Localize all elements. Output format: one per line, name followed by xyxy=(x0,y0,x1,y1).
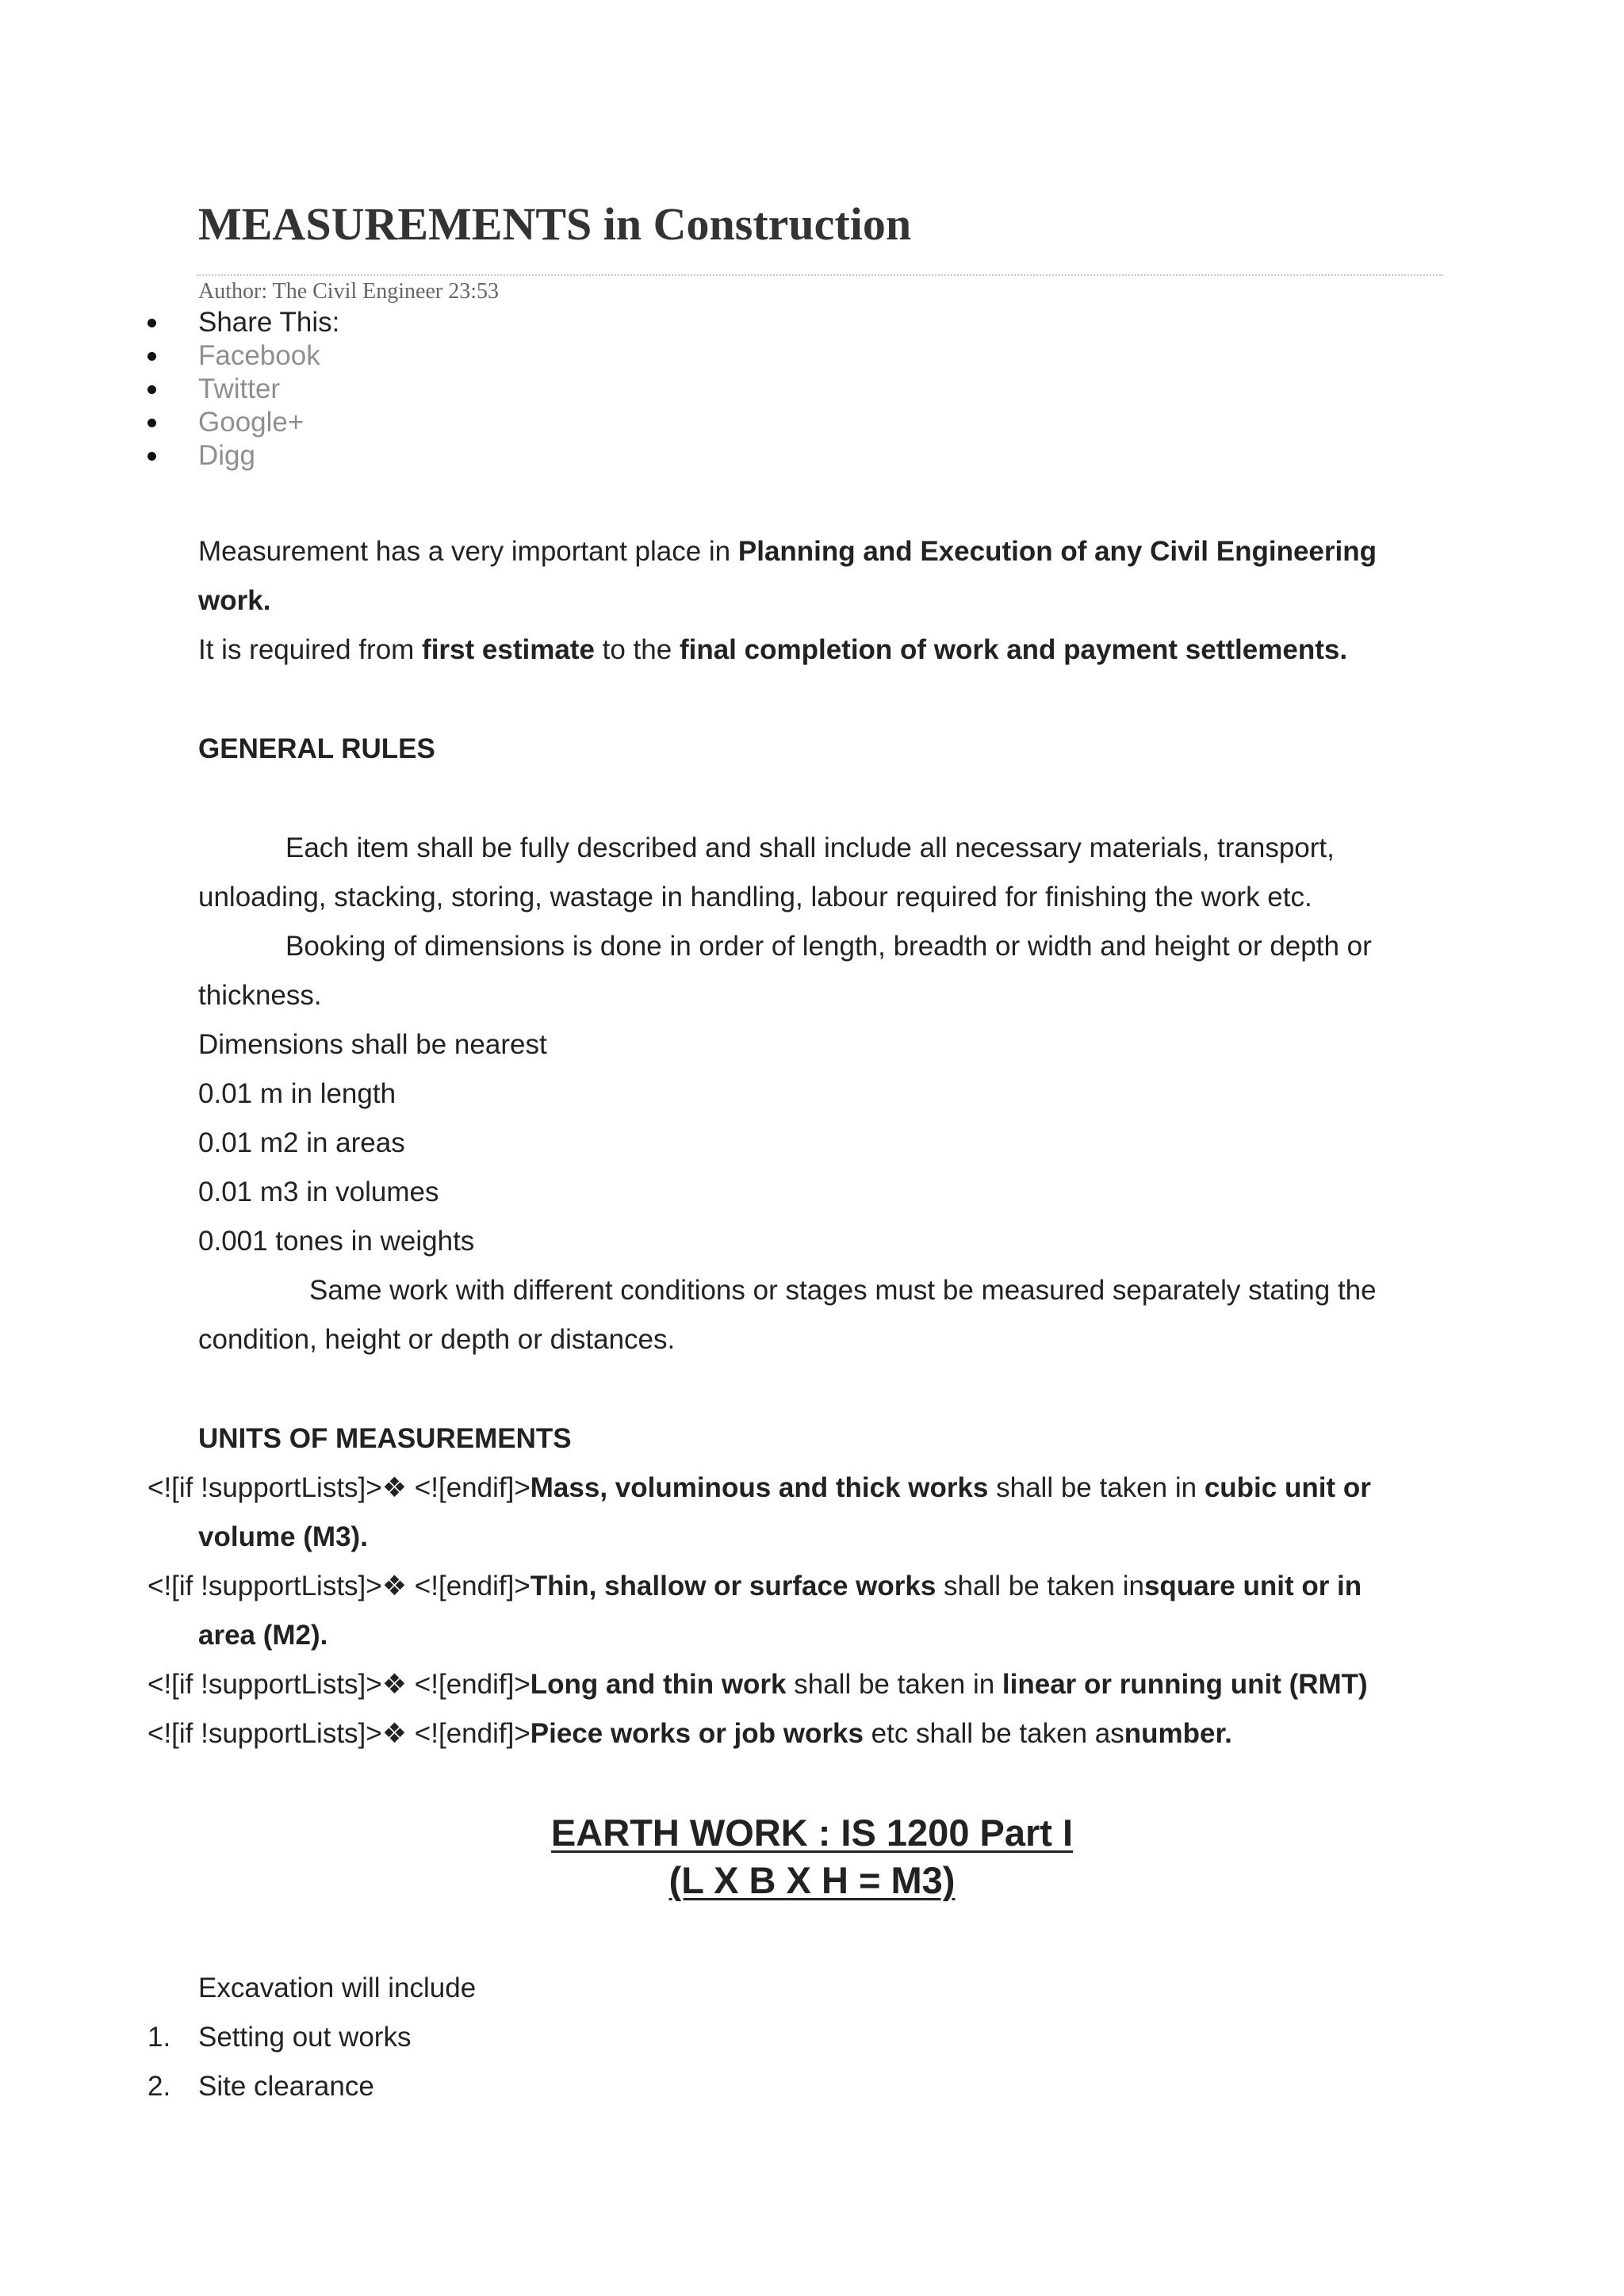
share-link-label[interactable]: Digg xyxy=(198,440,255,471)
intro-text: to the xyxy=(594,634,680,665)
author-line: Author: The Civil Engineer 23:53 xyxy=(198,279,499,304)
rule-text-line: thickness. xyxy=(198,980,322,1011)
section-heading-general-rules: GENERAL RULES xyxy=(198,733,435,764)
unit-rule-bold: linear or running unit (RMT) xyxy=(1002,1669,1368,1700)
list-item-number: 1. xyxy=(147,2022,171,2053)
share-link-label[interactable]: Google+ xyxy=(198,407,304,438)
list-item-number: 2. xyxy=(147,2071,171,2102)
title-divider xyxy=(197,274,1443,276)
intro-paragraph-line xyxy=(198,534,1377,569)
unit-rule-line xyxy=(147,1471,1371,1506)
unit-rule-prefix: <![if !supportLists]>❖ <![endif]> xyxy=(147,1718,530,1749)
unit-rule-bold: cubic unit or xyxy=(1204,1472,1371,1503)
rule-text-line: unloading, stacking, storing, wastage in handling, labour required for finishing the work etc. xyxy=(198,882,1312,913)
intro-paragraph-line xyxy=(198,633,1347,668)
unit-rule-text: shall be taken in xyxy=(936,1571,1144,1601)
unit-rule-text: etc shall be taken as xyxy=(863,1718,1124,1749)
unit-rule-prefix: <![if !supportLists]>❖ <![endif]> xyxy=(147,1669,530,1700)
unit-rule-bold: square unit or in xyxy=(1143,1571,1362,1601)
unit-rule-bold: Mass, voluminous and thick works xyxy=(530,1472,989,1503)
dimension-item: 0.01 m2 in areas xyxy=(198,1127,405,1158)
bullet-icon xyxy=(147,385,156,394)
unit-rule-prefix: <![if !supportLists]>❖ <![endif]> xyxy=(147,1571,530,1601)
dimensions-intro: Dimensions shall be nearest xyxy=(198,1029,547,1060)
unit-rule-line xyxy=(147,1667,1368,1702)
dimension-item: 0.001 tones in weights xyxy=(198,1226,475,1257)
intro-bold-text: final completion of work and payment settlements. xyxy=(679,634,1348,665)
bullet-icon xyxy=(147,452,156,461)
dimension-item: 0.01 m in length xyxy=(198,1078,396,1109)
earth-work-heading: EARTH WORK : IS 1200 Part I xyxy=(550,1812,1074,1854)
dimension-item: 0.01 m3 in volumes xyxy=(198,1177,439,1207)
page-title: MEASUREMENTS in Construction xyxy=(198,198,912,250)
unit-rule-bold: number. xyxy=(1124,1718,1232,1749)
intro-text: Measurement has a very important place in xyxy=(198,536,738,567)
intro-paragraph-line: work. xyxy=(198,585,271,616)
section-heading-units: UNITS OF MEASUREMENTS xyxy=(198,1423,572,1454)
unit-rule-line xyxy=(147,1716,1232,1751)
list-item-text: Site clearance xyxy=(198,2071,374,2102)
rule-text-line: Each item shall be fully described and shall include all necessary materials, transport, xyxy=(285,832,1335,863)
intro-bold-text: Planning and Execution of any Civil Engineering xyxy=(737,536,1377,567)
bullet-icon xyxy=(147,352,156,361)
unit-rule-bold: Piece works or job works xyxy=(530,1718,864,1749)
unit-rule-prefix: <![if !supportLists]>❖ <![endif]> xyxy=(147,1472,530,1503)
intro-text: It is required from xyxy=(198,634,423,665)
bullet-icon xyxy=(147,419,156,427)
unit-rule-continuation: area (M2). xyxy=(198,1620,328,1651)
rule-text-line: Booking of dimensions is done in order of length, breadth or width and height or depth or xyxy=(285,931,1372,962)
unit-rule-text: shall be taken in xyxy=(988,1472,1205,1503)
excavation-intro: Excavation will include xyxy=(198,1973,477,2003)
unit-rule-line xyxy=(147,1569,1362,1604)
earth-work-formula: (L X B X H = M3) xyxy=(668,1859,956,1901)
share-link-label[interactable]: Facebook xyxy=(198,340,320,371)
rule-text-line: condition, height or depth or distances. xyxy=(198,1324,676,1355)
intro-bold-text: first estimate xyxy=(422,634,595,665)
share-link-label[interactable]: Twitter xyxy=(198,373,281,404)
share-heading: Share This: xyxy=(198,307,340,338)
bullet-icon xyxy=(147,319,156,327)
list-item-text: Setting out works xyxy=(198,2022,412,2053)
unit-rule-continuation: volume (M3). xyxy=(198,1521,368,1552)
unit-rule-text: shall be taken in xyxy=(786,1669,1002,1700)
rule-text-line: Same work with different conditions or stages must be measured separately stating the xyxy=(309,1275,1377,1306)
unit-rule-bold: Long and thin work xyxy=(530,1669,787,1700)
unit-rule-bold: Thin, shallow or surface works xyxy=(530,1571,936,1601)
